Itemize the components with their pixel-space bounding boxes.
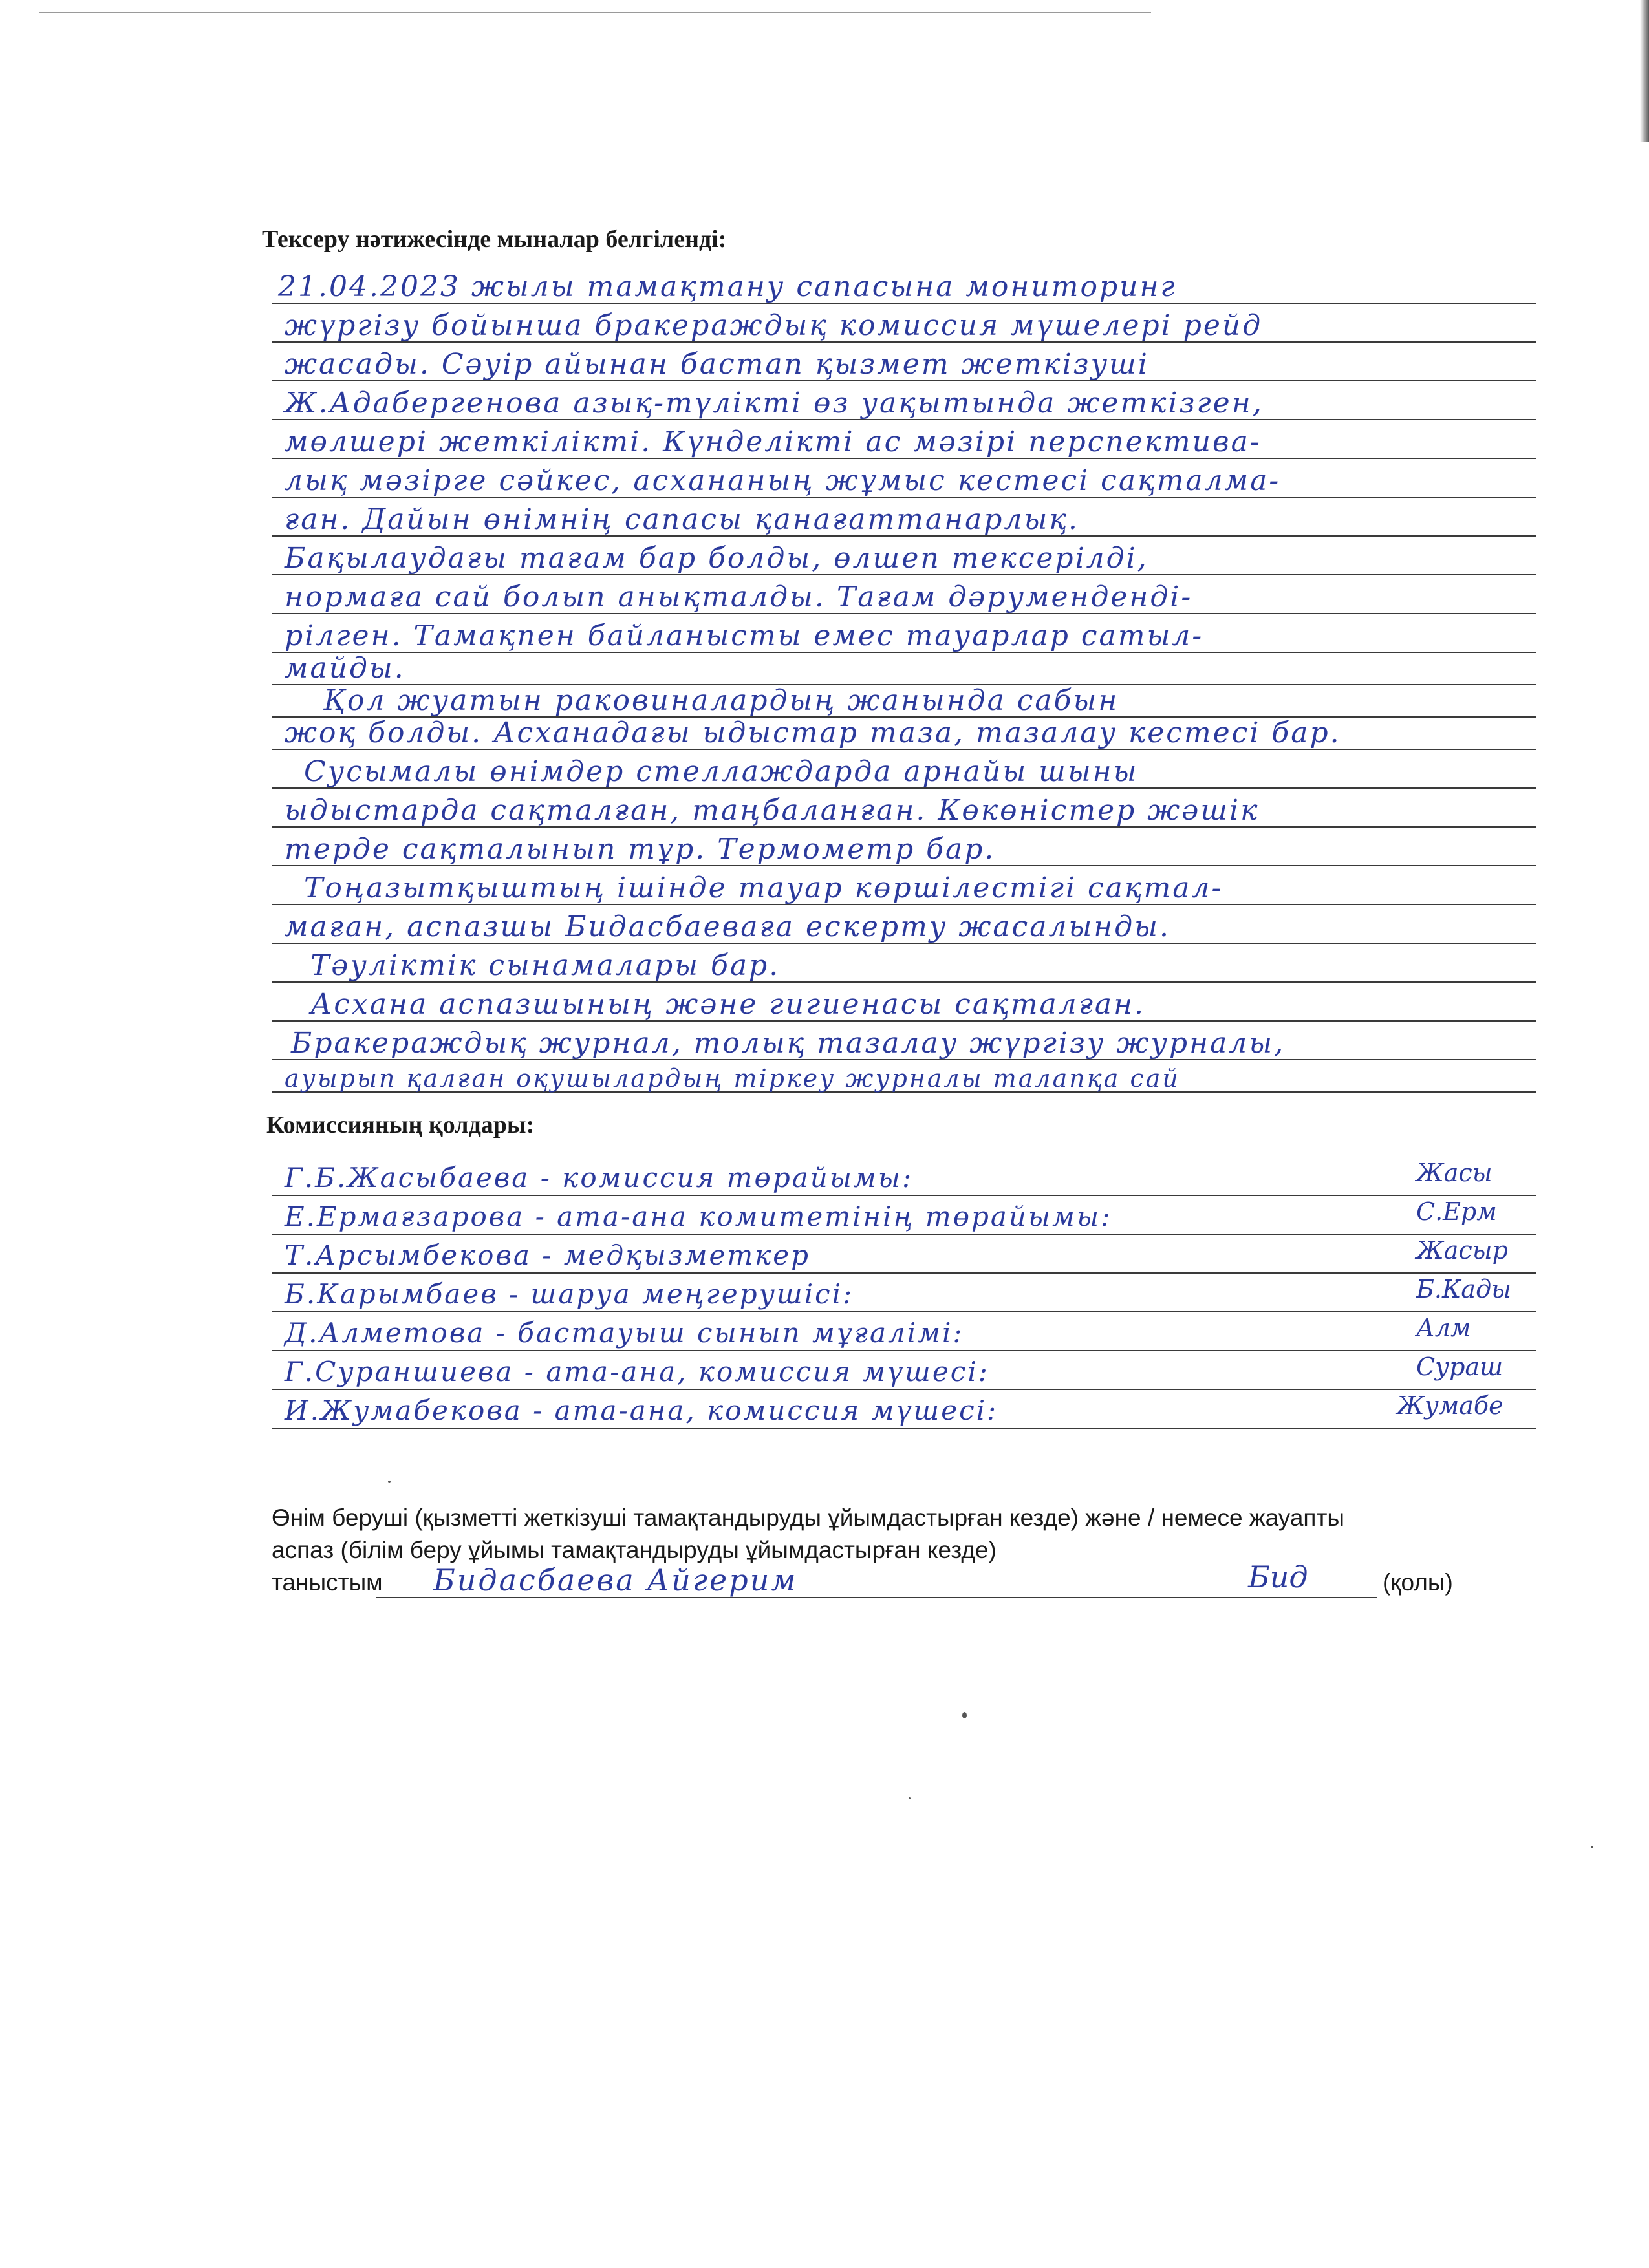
finding-line: жүргізу бойынша бракераждық комиссия мүшелері рейд [285,309,1263,342]
finding-line: лық мәзірге сәйкес, асхананың жұмыс кестесі сақталма- [285,464,1281,497]
finding-line: ған. Дайын өнімнің сапасы қанағаттанарлық. [285,503,1079,536]
member-signature: Жасы [1416,1159,1493,1187]
acquainted-label: таныстым [272,1569,383,1596]
finding-line: Қол жуатын раковиналардың жанында сабын [323,684,1119,717]
finding-line: жоқ болды. Асханадағы ыдыстар таза, тазалау кестесі бар. [285,716,1341,749]
commission-member: Г.Сураншиева - ата-ана, комиссия мүшесі: [285,1356,989,1387]
scan-speck [1591,1846,1593,1848]
commission-member: Г.Б.Жасыбаева - комиссия төрайымы: [285,1162,914,1193]
finding-line: Асхана аспазшының және гигиенасы сақталған. [310,988,1146,1021]
commission-member: Т.Арсымбекова - медқызметкер [285,1239,810,1271]
finding-line: ыдыстарда сақталған, таңбаланған. Көкөністер жәшік [285,794,1260,827]
scan-speck [388,1481,391,1483]
member-signature: Б.Кады [1416,1275,1512,1303]
results-heading: Тексеру нәтижесінде мыналар белгіленді: [262,226,727,253]
finding-line: Ж.Адабергенова азық-түлікті өз уақытында жеткізген, [285,387,1264,420]
finding-line: маған, аспазшы Бидасбаеваға ескерту жасалынды. [285,910,1170,943]
finding-line: майды. [285,652,405,685]
member-signature: Алм [1416,1314,1471,1342]
finding-line: ауырып қалған оқушылардың тіркеу журналы талапқа сай [285,1064,1180,1093]
scan-speck [909,1797,911,1799]
supplier-note-line1: Өнім беруші (қызметті жеткізуші тамақтандыруды ұйымдастырған кезде) және / немесе жауапты [272,1504,1344,1531]
scan-right-shadow [1640,0,1649,142]
finding-line: терде сақталынып тұр. Термометр бар. [285,833,996,866]
finding-line: жасады. Сәуір айынан бастап қызмет жеткізуші [285,348,1149,381]
signatures-heading: Комиссияның қолдары: [266,1111,535,1139]
finding-line: рілген. Тамақпен байланысты емес тауарлар сатыл- [285,619,1204,652]
acquainted-signature: Бид [1248,1559,1308,1594]
finding-line: Тәуліктік сынамалары бар. [310,949,781,982]
finding-line: 21.04.2023 жылы тамақтану сапасына мониторинг [278,270,1177,303]
scan-speck [962,1712,967,1718]
member-signature: Жумабе [1397,1391,1503,1420]
member-signature: С.Ерм [1416,1197,1497,1226]
finding-line: Бракераждық журнал, толық тазалау жүргізу журналы, [291,1027,1286,1060]
commission-member: Е.Ермағзарова - ата-ана комитетінің төрайымы: [285,1201,1112,1232]
commission-member: Д.Алметова - бастауыш сынып мұғалімі: [285,1317,964,1349]
finding-line: Тоңазытқыштың ішінде тауар көршілестігі сақтал- [304,872,1223,904]
signature-caption: (қолы) [1383,1569,1453,1596]
member-signature: Жасыр [1416,1236,1508,1265]
acquainted-name: Бидасбаева Айгерим [433,1563,798,1598]
finding-line: мөлшері жеткілікті. Күнделікті ас мәзірі перспектива- [285,425,1262,458]
scan-top-edge [39,12,1151,13]
finding-line: нормаға сай болып анықталды. Тағам дәрумендендi- [285,581,1193,614]
commission-member: Б.Карымбаев - шаруа меңгерушісі: [285,1278,854,1310]
finding-line: Сусымалы өнімдер стеллаждарда арнайы шыны [304,755,1139,788]
finding-line: Бақылаудағы тағам бар болды, өлшеп тексерілді, [285,542,1148,575]
commission-member: И.Жумабекова - ата-ана, комиссия мүшесі: [285,1395,998,1426]
member-signature: Сураш [1416,1353,1503,1381]
supplier-note-line2: аспаз (білім беру ұйымы тамақтандыруды ұйымдастырған кезде) [272,1537,997,1563]
